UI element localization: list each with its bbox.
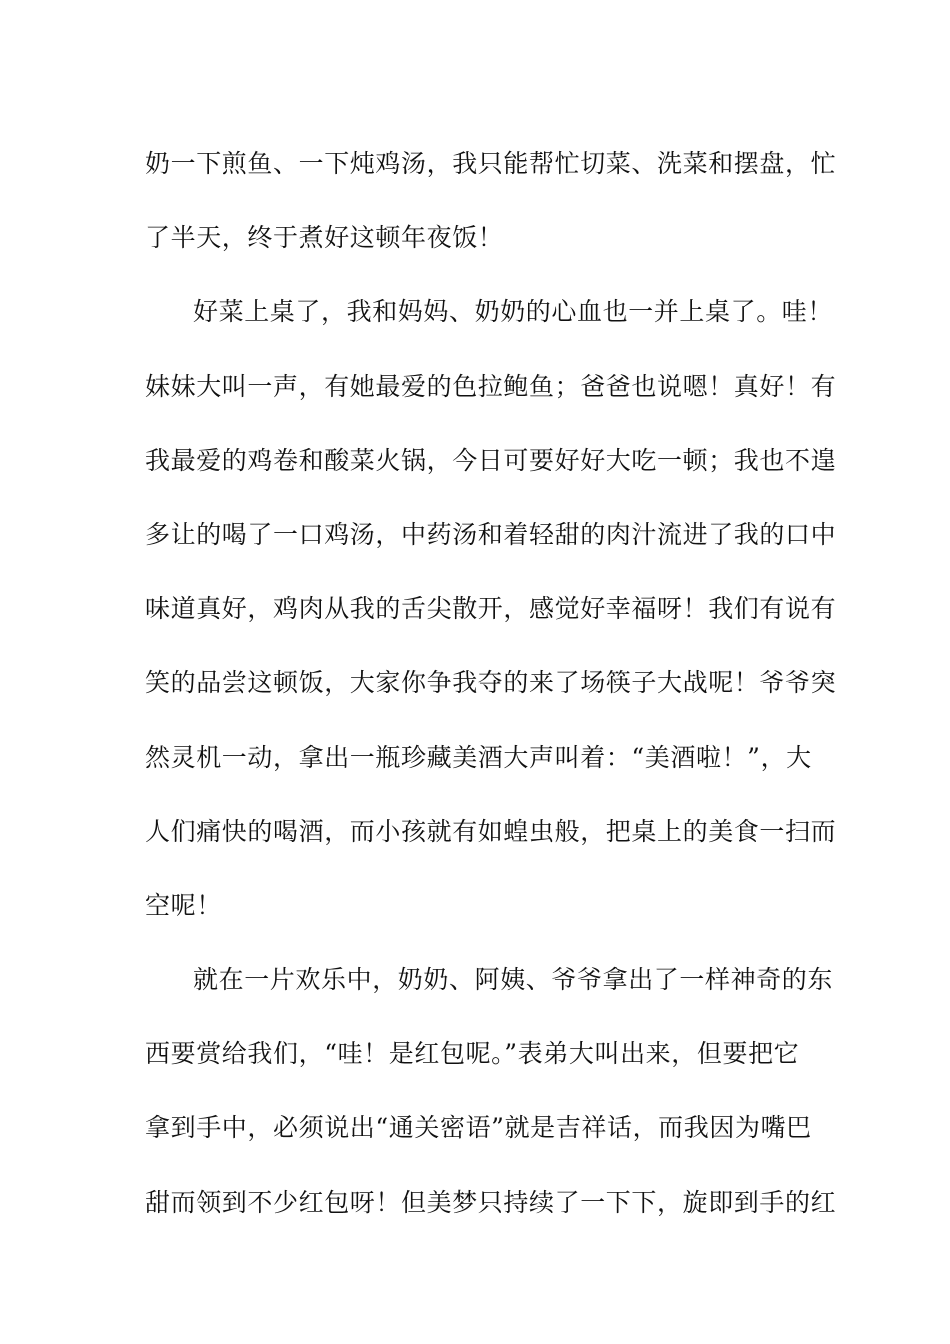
text-line: 甜而领到不少红包呀！但美梦只持续了一下下，旋即到手的红 <box>145 1187 837 1217</box>
text-line: 多让的喝了一口鸡汤，中药汤和着轻甜的肉汁流进了我的口中 <box>145 519 837 549</box>
body-text <box>145 127 837 1240</box>
text-line: 空呢！ <box>145 890 222 920</box>
text-line: 然灵机一动，拿出一瓶珍藏美酒大声叫着：“美酒啦！”，大 <box>145 742 812 772</box>
text-line: 了半天，终于煮好这顿年夜饭！ <box>145 223 504 253</box>
text-line: 拿到手中，必须说出“通关密语”就是吉祥话，而我因为嘴巴 <box>145 1113 812 1143</box>
text-line: 奶一下煎鱼、一下炖鸡汤，我只能帮忙切菜、洗菜和摆盘，忙 <box>145 149 837 178</box>
text-line: 味道真好，鸡肉从我的舌尖散开，感觉好幸福呀！我们有说有 <box>145 594 837 624</box>
text-line: 我最爱的鸡卷和酸菜火锅，今日可要好好大吃一顿；我也不遑 <box>145 445 837 475</box>
text-line: 西要赏给我们，“哇！是红包呢。”表弟大叫出来，但要把它 <box>145 1039 800 1069</box>
paragraph-first-line: 好菜上桌了，我和妈妈、奶奶的心血也一并上桌了。哇！ <box>193 297 834 327</box>
paragraph-first-line: 就在一片欢乐中，奶奶、阿姨、爷爷拿出了一样神奇的东 <box>193 965 834 995</box>
text-line: 人们痛快的喝酒，而小孩就有如蝗虫般，把桌上的美食一扫而 <box>145 816 837 846</box>
text-line: 笑的品尝这顿饭，大家你争我夺的来了场筷子大战呢！爷爷突 <box>145 668 837 698</box>
text-line: 妹妹大叫一声，有她最爱的色拉鲍鱼；爸爸也说嗯！真好！有 <box>145 371 837 401</box>
